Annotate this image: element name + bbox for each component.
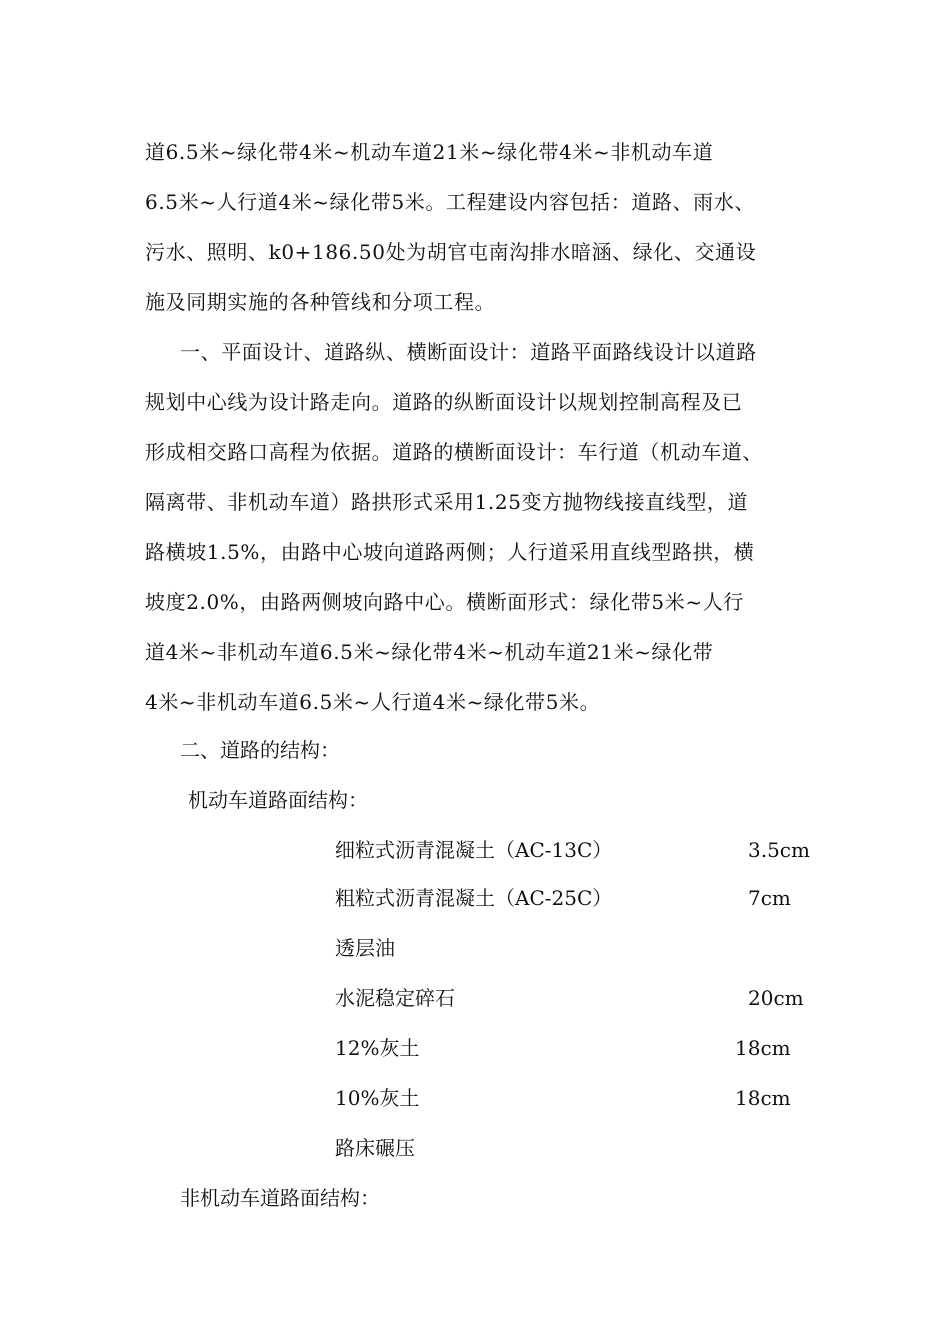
layer-thickness: 3.5cm <box>748 838 810 862</box>
motor-lane-heading: 机动车道路面结构： <box>188 788 368 812</box>
paragraph-line: 规划中心线为设计路走向。道路的纵断面设计以规划控制高程及已 <box>145 390 743 414</box>
layer-name: 细粒式沥青混凝土（AC-13C） <box>335 838 613 862</box>
paragraph-line: 道4米~非机动车道6.5米~绿化带4米~机动车道21米~绿化带 <box>145 640 714 664</box>
layer-name: 10%灰土 <box>335 1086 420 1110</box>
layer-thickness: 7cm <box>748 886 791 910</box>
paragraph-line: 隔离带、非机动车道）路拱形式采用1.25变方抛物线接直线型，道 <box>145 490 749 514</box>
layer-thickness: 20cm <box>748 986 804 1010</box>
layer-name: 12%灰土 <box>335 1036 420 1060</box>
paragraph-line: 施及同期实施的各种管线和分项工程。 <box>145 290 496 314</box>
paragraph-line: 道6.5米~绿化带4米~机动车道21米~绿化带4米~非机动车道 <box>145 140 714 164</box>
non-motor-lane-heading: 非机动车道路面结构： <box>180 1186 380 1210</box>
paragraph-line: 路横坡1.5%，由路中心坡向道路两侧；人行道采用直线型路拱，横 <box>145 540 755 564</box>
paragraph-line: 形成相交路口高程为依据。道路的横断面设计：车行道（机动车道、 <box>145 440 763 464</box>
layer-name: 透层油 <box>335 936 395 960</box>
section-heading: 二、道路的结构： <box>180 738 340 762</box>
layer-name: 路床碾压 <box>335 1136 415 1160</box>
paragraph-line: 坡度2.0%，由路两侧坡向路中心。横断面形式：绿化带5米~人行 <box>145 590 744 614</box>
paragraph-line: 污水、照明、k0+186.50处为胡官屯南沟排水暗涵、绿化、交通设 <box>145 240 757 264</box>
layer-name: 水泥稳定碎石 <box>335 986 455 1010</box>
layer-name: 粗粒式沥青混凝土（AC-25C） <box>335 886 613 910</box>
paragraph-line: 4米~非机动车道6.5米~人行道4米~绿化带5米。 <box>145 690 601 714</box>
paragraph-line: 6.5米~人行道4米~绿化带5米。工程建设内容包括：道路、雨水、 <box>145 190 755 214</box>
paragraph-line: 一、平面设计、道路纵、横断面设计：道路平面路线设计以道路 <box>180 340 757 364</box>
layer-thickness: 18cm <box>735 1036 791 1060</box>
layer-thickness: 18cm <box>735 1086 791 1110</box>
